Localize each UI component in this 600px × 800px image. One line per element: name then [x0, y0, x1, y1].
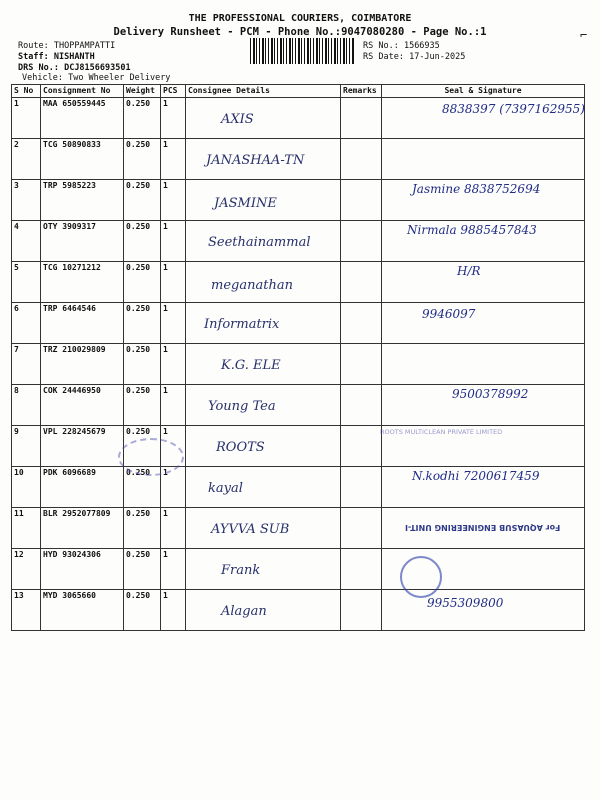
remarks-cell — [341, 508, 382, 549]
weight-cell: 0.250 — [124, 385, 161, 426]
weight-cell: 0.250 — [124, 180, 161, 221]
col-remarks: Remarks — [341, 85, 382, 98]
remarks-cell — [341, 590, 382, 631]
remarks-cell — [341, 139, 382, 180]
col-sno: S No — [12, 85, 41, 98]
consignee-cell — [186, 98, 341, 139]
route-value: THOPPAMPATTI — [53, 41, 116, 51]
rs-date-value: 17-Jun-2025 — [409, 52, 466, 62]
pcs-cell: 1 — [161, 508, 186, 549]
pcs-cell: 1 — [161, 180, 186, 221]
consignee-handwriting: Seethainammal — [208, 235, 311, 250]
sno-cell: 2 — [12, 139, 41, 180]
consignment-cell: TRP 6464546 — [41, 303, 124, 344]
consignee-cell — [186, 508, 341, 549]
consignment-cell: HYD 93024306 — [41, 549, 124, 590]
consignment-cell: MAA 650559445 — [41, 98, 124, 139]
sno-cell: 8 — [12, 385, 41, 426]
table-body — [12, 98, 585, 631]
weight-cell: 0.250 — [124, 303, 161, 344]
consignment-cell: OTY 3909317 — [41, 221, 124, 262]
consignee-handwriting: K.G. ELE — [221, 358, 281, 373]
consignee-handwriting: Frank — [221, 563, 261, 578]
consignee-handwriting: JANASHAA-TN — [206, 153, 305, 168]
consignee-handwriting: JASMINE — [214, 196, 277, 211]
table-row — [12, 262, 585, 303]
sno-cell: 9 — [12, 426, 41, 467]
consignment-cell: TRZ 210029809 — [41, 344, 124, 385]
barcode-icon — [250, 38, 354, 64]
weight-cell: 0.250 — [124, 426, 161, 467]
sno-cell: 12 — [12, 549, 41, 590]
staff-line — [18, 52, 95, 62]
signature-handwriting: 9946097 — [422, 307, 476, 321]
company-title: THE PROFESSIONAL COURIERS, COIMBATORE — [188, 13, 412, 24]
signature-handwriting: H/R — [457, 264, 481, 278]
signature-cell — [382, 344, 585, 385]
consignment-cell: VPL 228245679 — [41, 426, 124, 467]
consignee-handwriting: ROOTS — [216, 440, 265, 455]
consignee-handwriting: kayal — [208, 481, 243, 496]
pcs-cell: 1 — [161, 139, 186, 180]
pcs-cell: 1 — [161, 98, 186, 139]
sno-cell: 10 — [12, 467, 41, 508]
col-pcs: PCS — [161, 85, 186, 98]
aquasub-stamp: For AQUASUB ENGINEERING UNIT-I — [405, 523, 561, 532]
remarks-cell — [341, 303, 382, 344]
vehicle-label: Vehicle: — [22, 73, 63, 83]
remarks-cell — [341, 385, 382, 426]
signature-handwriting: Jasmine 8838752694 — [412, 182, 541, 196]
pcs-cell: 1 — [161, 549, 186, 590]
consignment-cell: MYD 3065660 — [41, 590, 124, 631]
table-row — [12, 303, 585, 344]
rs-no-label: RS No.: — [363, 41, 399, 51]
sno-cell: 1 — [12, 98, 41, 139]
staff-label: Staff: — [18, 52, 49, 62]
signature-cell — [382, 98, 585, 139]
table-row — [12, 180, 585, 221]
consignee-cell — [186, 262, 341, 303]
sno-cell: 6 — [12, 303, 41, 344]
consignee-cell — [186, 549, 341, 590]
signature-handwriting: N.kodhi 7200617459 — [412, 469, 540, 483]
col-consignee: Consignee Details — [186, 85, 341, 98]
col-consignment: Consignment No — [41, 85, 124, 98]
signature-cell — [382, 385, 585, 426]
pcs-cell: 1 — [161, 467, 186, 508]
signature-cell — [382, 303, 585, 344]
sno-cell: 3 — [12, 180, 41, 221]
weight-cell: 0.250 — [124, 508, 161, 549]
consignee-cell — [186, 180, 341, 221]
signature-handwriting: Nirmala 9885457843 — [407, 223, 537, 237]
vehicle-line — [22, 73, 170, 83]
runsheet-subtitle: Delivery Runsheet - PCM - Phone No.:9047080280 - Page No.:1 — [113, 26, 487, 38]
drs-value: DCJ8156693501 — [64, 63, 131, 73]
table-row — [12, 467, 585, 508]
signature-handwriting: 8838397 (7397162955) — [442, 102, 585, 116]
consignee-cell — [186, 385, 341, 426]
route-label: Route: — [18, 41, 49, 51]
table-row — [12, 385, 585, 426]
corner-mark-icon: ⌐ — [580, 28, 588, 42]
runsheet-table — [11, 84, 585, 631]
pcs-cell: 1 — [161, 385, 186, 426]
col-signature: Seal & Signature — [382, 85, 585, 98]
consignment-cell: PDK 6096689 — [41, 467, 124, 508]
weight-cell: 0.250 — [124, 221, 161, 262]
consignment-cell: TCG 50890833 — [41, 139, 124, 180]
table-row — [12, 344, 585, 385]
drs-line — [18, 63, 131, 73]
remarks-cell — [341, 180, 382, 221]
sno-cell: 7 — [12, 344, 41, 385]
signature-cell — [382, 180, 585, 221]
remarks-cell — [341, 426, 382, 467]
consignee-cell — [186, 303, 341, 344]
weight-cell: 0.250 — [124, 139, 161, 180]
remarks-cell — [341, 262, 382, 303]
table-row — [12, 590, 585, 631]
consignee-handwriting: meganathan — [211, 278, 293, 293]
sno-cell: 5 — [12, 262, 41, 303]
rs-date-label: RS Date: — [363, 52, 404, 62]
consignee-handwriting: Young Tea — [208, 399, 276, 414]
table-row — [12, 221, 585, 262]
sno-cell: 13 — [12, 590, 41, 631]
consignee-cell — [186, 467, 341, 508]
rs-date-line — [363, 52, 465, 62]
signature-cell — [382, 467, 585, 508]
consignee-cell — [186, 139, 341, 180]
signature-cell — [382, 221, 585, 262]
sno-cell: 11 — [12, 508, 41, 549]
consignment-cell: BLR 2952077809 — [41, 508, 124, 549]
remarks-cell — [341, 549, 382, 590]
weight-cell: 0.250 — [124, 98, 161, 139]
consignment-cell: COK 24446950 — [41, 385, 124, 426]
consignee-handwriting: AXIS — [221, 112, 254, 127]
pcs-cell: 1 — [161, 303, 186, 344]
rs-no-value: 1566935 — [403, 41, 440, 51]
pcs-cell: 1 — [161, 344, 186, 385]
staff-value: NISHANTH — [53, 52, 95, 62]
weight-cell: 0.250 — [124, 262, 161, 303]
consignee-cell — [186, 590, 341, 631]
consignee-cell — [186, 221, 341, 262]
weight-cell: 0.250 — [124, 344, 161, 385]
consignee-cell — [186, 426, 341, 467]
signature-cell — [382, 262, 585, 303]
remarks-cell — [341, 344, 382, 385]
sno-cell: 4 — [12, 221, 41, 262]
weight-cell: 0.250 — [124, 590, 161, 631]
table-row — [12, 139, 585, 180]
rs-no-line — [363, 41, 440, 51]
signature-cell — [382, 139, 585, 180]
remarks-cell — [341, 98, 382, 139]
table-row — [12, 98, 585, 139]
pcs-cell: 1 — [161, 590, 186, 631]
consignee-handwriting: AYVVA SUB — [211, 522, 290, 537]
pcs-cell: 1 — [161, 426, 186, 467]
vehicle-value: Two Wheeler Delivery — [68, 73, 171, 83]
consignment-cell: TRP 5985223 — [41, 180, 124, 221]
roots-stamp: ROOTS MULTICLEAN PRIVATE LIMITED — [380, 428, 503, 436]
weight-cell: 0.250 — [124, 467, 161, 508]
consignee-handwriting: Informatrix — [204, 317, 280, 332]
col-weight: Weight — [124, 85, 161, 98]
weight-cell: 0.250 — [124, 549, 161, 590]
consignee-cell — [186, 344, 341, 385]
pcs-cell: 1 — [161, 262, 186, 303]
drs-label: DRS No.: — [18, 63, 59, 73]
round-seal-stamp — [400, 556, 442, 598]
pcs-cell: 1 — [161, 221, 186, 262]
consignment-cell: TCG 10271212 — [41, 262, 124, 303]
table-header-row — [12, 85, 585, 98]
table-row — [12, 549, 585, 590]
route-line — [18, 41, 115, 51]
signature-handwriting: 9500378992 — [452, 387, 529, 401]
signature-handwriting: 9955309800 — [427, 596, 504, 610]
remarks-cell — [341, 467, 382, 508]
remarks-cell — [341, 221, 382, 262]
stamp-circle-left — [118, 438, 184, 476]
consignee-handwriting: Alagan — [221, 604, 267, 619]
